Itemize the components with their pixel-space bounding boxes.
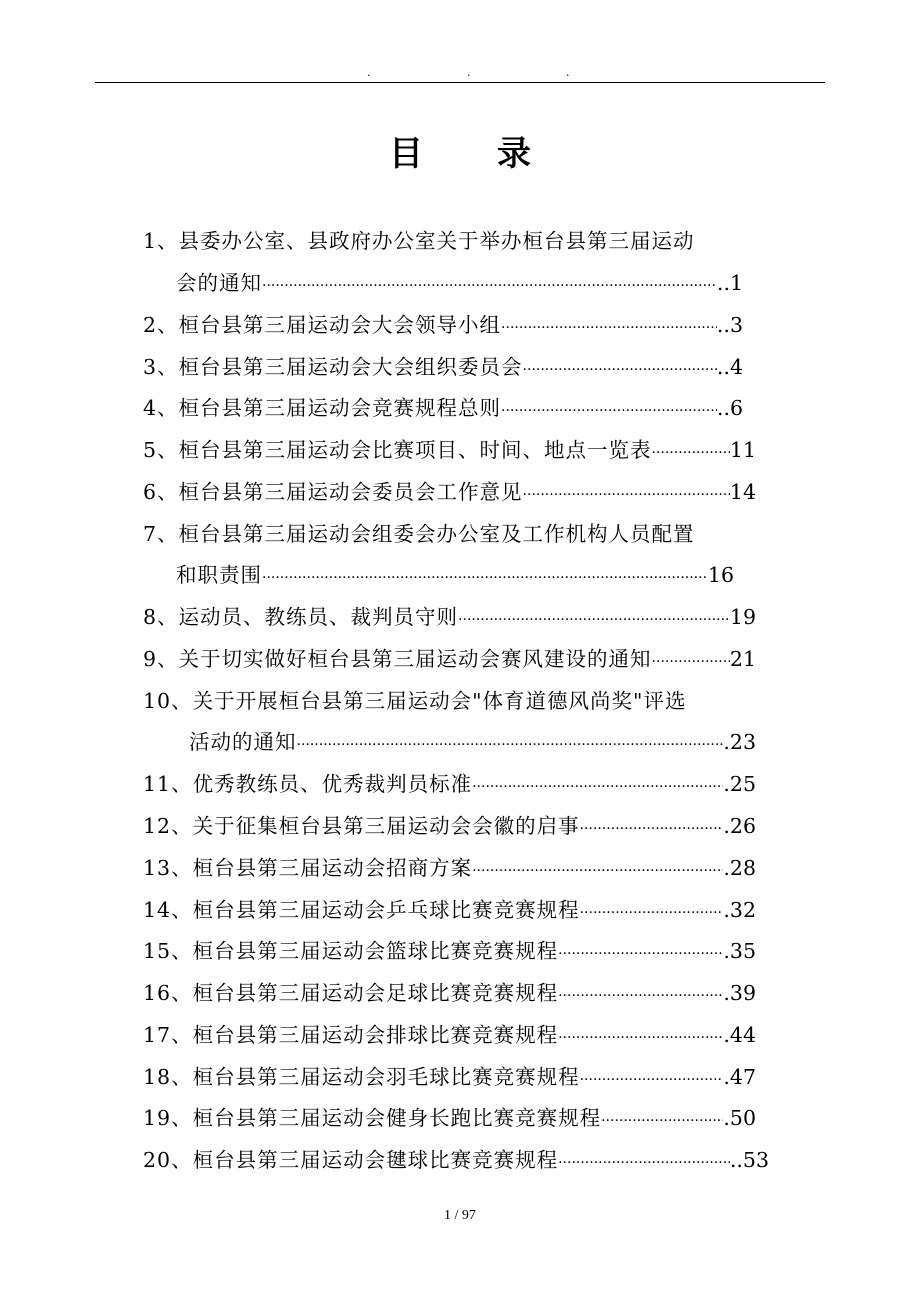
header-dot: . [367,66,371,79]
toc-entry-text: 和职责围 [176,563,262,587]
toc-page-number: 16 [707,563,734,587]
toc-entry[interactable] [176,557,734,593]
toc-leader [580,1062,724,1098]
toc-entry-text: 会的通知 [176,271,262,295]
toc-leader [472,853,723,889]
toc-entry[interactable] [143,432,756,468]
toc-leader [262,560,708,596]
toc-entry-text: 17、桓台县第三届运动会排球比赛竞赛规程 [143,1023,559,1047]
header-dot: . [566,66,570,79]
toc-entry-text: 6、桓台县第三届运动会委员会工作意见 [143,480,523,504]
toc-entry[interactable] [143,390,743,426]
toc-page-number: ..4 [716,355,743,379]
toc-leader [458,602,730,638]
toc-leader [580,811,724,847]
toc-entry-text: 18、桓台县第三届运动会羽毛球比赛竞赛规程 [143,1065,580,1089]
toc-page-number: 11 [729,438,756,462]
toc-leader [558,1020,723,1056]
toc-page-number: ..53 [729,1148,769,1172]
toc-entry-text: 13、桓台县第三届运动会招商方案 [143,856,473,880]
page-indicator: 1 / 97 [444,1208,476,1223]
page-title: 目录 [389,134,605,174]
toc-page-number: ..3 [716,313,743,337]
toc-entry[interactable] [143,349,743,385]
toc-entry[interactable] [143,766,756,802]
toc-entry-text: 5、桓台县第三届运动会比赛项目、时间、地点一览表 [143,438,652,462]
toc-entry-text: 4、桓台县第三届运动会竞赛规程总则 [143,396,502,420]
toc-entry-text: 9、关于切实做好桓台县第三届运动会赛风建设的通知 [143,647,652,671]
toc-page-number: .47 [723,1065,756,1089]
toc-page-number: 21 [729,647,756,671]
toc-entry-text: 3、桓台县第三届运动会大会组织委员会 [143,355,523,379]
toc-entry-text: 16、桓台县第三届运动会足球比赛竞赛规程 [143,981,559,1005]
toc-entry[interactable] [176,265,743,301]
toc-entry[interactable] [143,892,756,928]
toc-entry[interactable] [143,1142,769,1178]
toc-entry-text: 活动的通知 [189,730,297,754]
toc-entry-text: 8、运动员、教练员、裁判员守则 [143,605,459,629]
toc-leader [558,936,723,972]
toc-entry-text: 10、关于开展桓台县第三届运动会"体育道德风尚奖"评选 [143,689,687,713]
toc-page-number: .25 [723,772,756,796]
toc-page-number: .50 [723,1106,756,1130]
toc-entry[interactable] [143,975,756,1011]
toc-page-number: 19 [729,605,756,629]
toc-leader [601,1103,723,1139]
toc-leader [262,268,717,304]
toc-leader [652,644,730,680]
toc-page-number: .39 [723,981,756,1005]
toc-entry[interactable] [143,933,756,969]
toc-entry-text: 20、桓台县第三届运动会毽球比赛竞赛规程 [143,1148,559,1172]
toc-entry-text: 1、县委办公室、县政府办公室关于举办桓台县第三届运动 [143,229,695,253]
toc-leader [652,435,730,471]
toc-entry[interactable] [143,474,756,510]
toc-entry[interactable] [143,641,756,677]
toc-entry-text: 19、桓台县第三届运动会健身长跑比赛竞赛规程 [143,1106,602,1130]
header-dot: . [467,66,471,79]
toc-entry[interactable] [143,683,743,719]
toc-entry[interactable] [143,223,743,259]
toc-leader [558,978,723,1014]
toc-leader [523,352,717,388]
toc-page-number: 14 [729,480,756,504]
toc-entry-text: 15、桓台县第三届运动会篮球比赛竞赛规程 [143,939,559,963]
toc-page-number: ..6 [716,396,743,420]
toc-page-number: .35 [723,939,756,963]
header-dots [0,66,920,80]
header-rule [95,82,825,83]
toc-leader [523,477,730,513]
toc-entry[interactable] [143,850,756,886]
toc-entry[interactable] [143,1017,756,1053]
toc-leader [297,727,724,763]
toc-page-number: .28 [723,856,756,880]
toc-page-number: .26 [723,814,756,838]
toc-entry[interactable] [143,1100,756,1136]
toc-entry[interactable] [143,307,743,343]
toc-page-number: .44 [723,1023,756,1047]
toc-leader [501,310,717,346]
toc-leader [472,769,723,805]
toc-entry-text: 14、桓台县第三届运动会乒乓球比赛竞赛规程 [143,898,580,922]
toc-page-number: .32 [723,898,756,922]
toc-leader [558,1145,730,1181]
toc-entry-text: 12、关于征集桓台县第三届运动会会徽的启事 [143,814,580,838]
toc-entry-text: 2、桓台县第三届运动会大会领导小组 [143,313,502,337]
toc-entry-text: 7、桓台县第三届运动会组委会办公室及工作机构人员配置 [143,522,695,546]
toc-page-number: ..1 [716,271,743,295]
toc-leader [501,393,717,429]
toc-entry[interactable] [143,599,756,635]
toc-entry[interactable] [143,516,743,552]
toc-page-number: .23 [723,730,756,754]
toc-leader [580,895,724,931]
toc-entry[interactable] [143,808,756,844]
toc-entry[interactable] [189,724,756,760]
toc-entry[interactable] [143,1059,756,1095]
toc-entry-text: 11、优秀教练员、优秀裁判员标准 [143,772,473,796]
